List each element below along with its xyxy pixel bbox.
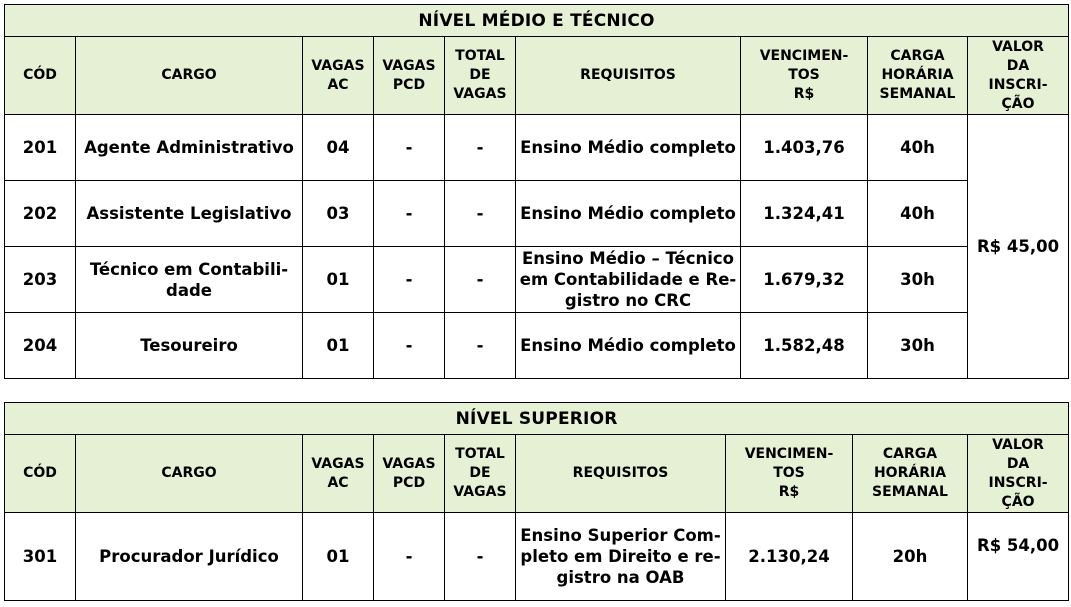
- cell-cod: 203: [5, 247, 76, 313]
- header-total-vagas: TOTAL DE VAGAS: [445, 435, 516, 513]
- header-requisitos: REQUISITOS: [516, 435, 726, 513]
- cell-vagas-ac: 03: [303, 181, 374, 247]
- cell-total-vagas: -: [445, 247, 516, 313]
- header-requisitos: REQUISITOS: [516, 37, 741, 115]
- header-cargo: CARGO: [76, 37, 303, 115]
- cell-vagas-pcd: -: [374, 513, 445, 601]
- cell-requisitos: Ensino Médio – Técnico em Contabilidade e Re- gistro no CRC: [516, 247, 741, 313]
- cell-carga-horaria: 40h: [868, 115, 968, 181]
- header-cod: CÓD: [5, 435, 76, 513]
- cell-vagas-ac: 01: [303, 513, 374, 601]
- cell-cod: 204: [5, 313, 76, 379]
- header-vagas-pcd: VAGAS PCD: [374, 37, 445, 115]
- cell-vagas-pcd: -: [374, 313, 445, 379]
- cell-cargo: Procurador Jurídico: [76, 513, 303, 601]
- cell-total-vagas: -: [445, 313, 516, 379]
- cell-valor-inscricao: R$ 54,00: [968, 513, 1069, 601]
- cell-carga-horaria: 40h: [868, 181, 968, 247]
- cell-carga-horaria: 30h: [868, 247, 968, 313]
- header-valor-inscricao: VALOR DA INSCRI- ÇÃO: [968, 435, 1069, 513]
- header-total-vagas: TOTAL DE VAGAS: [445, 37, 516, 115]
- table-row: [5, 247, 1069, 313]
- cell-vagas-ac: 01: [303, 313, 374, 379]
- header-vencimentos: VENCIMEN- TOS R$: [726, 435, 853, 513]
- cell-vagas-pcd: -: [374, 115, 445, 181]
- cell-carga-horaria: 30h: [868, 313, 968, 379]
- table-row: [5, 513, 1069, 601]
- header-row: [5, 37, 1069, 115]
- cell-vagas-pcd: -: [374, 181, 445, 247]
- cell-requisitos: Ensino Médio completo: [516, 313, 741, 379]
- cell-cargo: Assistente Legislativo: [76, 181, 303, 247]
- cell-vencimentos: 1.679,32: [741, 247, 868, 313]
- cell-vagas-pcd: -: [374, 247, 445, 313]
- table-row: [5, 313, 1069, 379]
- header-cargo: CARGO: [76, 435, 303, 513]
- cell-cargo: Técnico em Contabili- dade: [76, 247, 303, 313]
- cell-valor-inscricao: R$ 45,00: [968, 115, 1069, 379]
- cell-vagas-ac: 04: [303, 115, 374, 181]
- header-vagas-ac: VAGAS AC: [303, 435, 374, 513]
- cell-cod: 201: [5, 115, 76, 181]
- cell-vencimentos: 1.403,76: [741, 115, 868, 181]
- table-row: [5, 181, 1069, 247]
- header-vagas-pcd: VAGAS PCD: [374, 435, 445, 513]
- cell-cod: 301: [5, 513, 76, 601]
- header-carga-horaria: CARGA HORÁRIA SEMANAL: [868, 37, 968, 115]
- header-cod: CÓD: [5, 37, 76, 115]
- cell-vencimentos: 1.324,41: [741, 181, 868, 247]
- header-row: [5, 435, 1069, 513]
- cell-requisitos: Ensino Superior Com- pleto em Direito e re- gistro na OAB: [516, 513, 726, 601]
- cell-requisitos: Ensino Médio completo: [516, 115, 741, 181]
- table-nivel-superior: [4, 402, 1069, 601]
- cell-total-vagas: -: [445, 181, 516, 247]
- cell-carga-horaria: 20h: [853, 513, 968, 601]
- table-nivel-medio-tecnico: [4, 4, 1069, 379]
- cell-cod: 202: [5, 181, 76, 247]
- table-row: [5, 115, 1069, 181]
- cell-cargo: Agente Administrativo: [76, 115, 303, 181]
- table-title: NÍVEL MÉDIO E TÉCNICO: [5, 5, 1069, 37]
- table-title: NÍVEL SUPERIOR: [5, 403, 1069, 435]
- header-carga-horaria: CARGA HORÁRIA SEMANAL: [853, 435, 968, 513]
- cell-total-vagas: -: [445, 513, 516, 601]
- cell-vencimentos: 2.130,24: [726, 513, 853, 601]
- header-vencimentos: VENCIMEN- TOS R$: [741, 37, 868, 115]
- cell-total-vagas: -: [445, 115, 516, 181]
- cell-vagas-ac: 01: [303, 247, 374, 313]
- cell-vencimentos: 1.582,48: [741, 313, 868, 379]
- cell-requisitos: Ensino Médio completo: [516, 181, 741, 247]
- cell-cargo: Tesoureiro: [76, 313, 303, 379]
- header-valor-inscricao: VALOR DA INSCRI- ÇÃO: [968, 37, 1069, 115]
- header-vagas-ac: VAGAS AC: [303, 37, 374, 115]
